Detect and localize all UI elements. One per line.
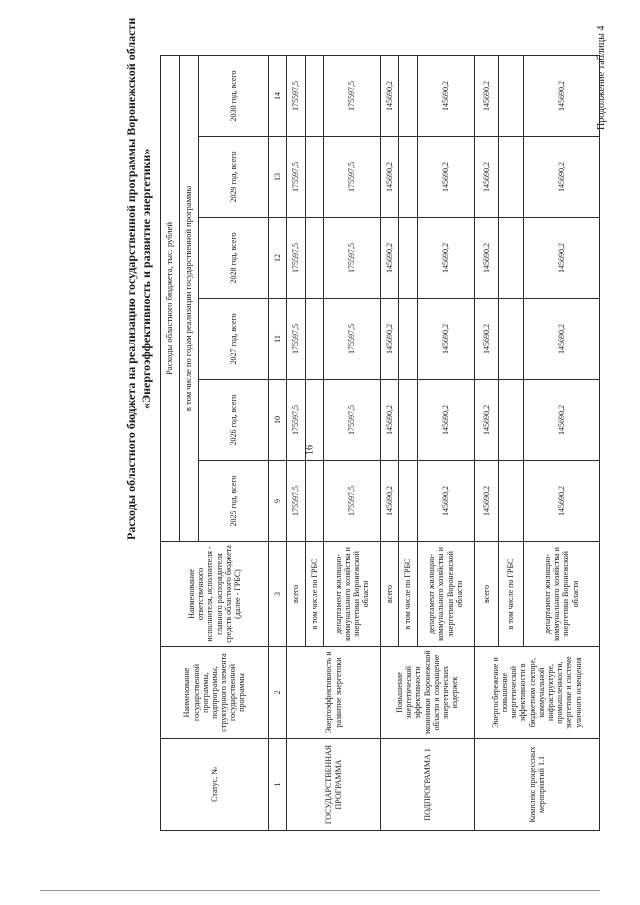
amount-cell: 145690,2 — [380, 461, 398, 542]
status-cell: Комплекс процессных мероприятий 1.1 — [474, 739, 599, 831]
amount-cell — [399, 299, 417, 380]
executor-cell: в том числе по ГРБС — [399, 542, 417, 647]
amount-cell — [305, 380, 323, 461]
table-row — [474, 55, 499, 830]
amount-cell: 175597,5 — [287, 299, 305, 380]
amount-cell — [499, 461, 524, 542]
amount-cell — [399, 380, 417, 461]
column-number: 13 — [269, 137, 287, 218]
executor-cell: всего — [287, 542, 305, 647]
amount-cell — [305, 137, 323, 218]
header-expenses-group: Расходы областного бюджета, тыс. рублей — [161, 55, 180, 541]
header-year: 2030 год, всего — [199, 55, 269, 136]
amount-cell: 175597,5 — [324, 137, 381, 218]
table-title-line1: Расходы областного бюджета на реализацию государственной программы Воронежской области — [124, 17, 138, 540]
header-name: Наименование государственной программы, подпрограммы, структурного элемента государственной программы — [161, 647, 269, 739]
amount-cell: 145690,2 — [474, 55, 499, 136]
amount-cell: 145690,2 — [523, 218, 599, 299]
table-title — [124, 18, 154, 540]
amount-cell: 145690,2 — [523, 461, 599, 542]
column-number: 11 — [269, 299, 287, 380]
amount-cell: 175597,5 — [287, 461, 305, 542]
amount-cell: 145690,2 — [417, 137, 474, 218]
amount-cell: 145690,2 — [380, 137, 398, 218]
amount-cell: 145690,2 — [523, 55, 599, 136]
table-title-line2: «Энергоэффективность и развитие энергетики» — [139, 148, 153, 410]
amount-cell: 145690,2 — [380, 55, 398, 136]
amount-cell: 145690,2 — [417, 218, 474, 299]
program-name-cell: Энергоэффективность и развитие энергетики — [287, 647, 381, 739]
amount-cell: 145690,2 — [417, 380, 474, 461]
amount-cell — [499, 137, 524, 218]
header-year: 2027 год, всего — [199, 299, 269, 380]
page-number: 16 — [304, 445, 316, 455]
header-status: Статус, № — [161, 739, 269, 831]
amount-cell: 145690,2 — [417, 461, 474, 542]
table-container — [160, 56, 600, 831]
header-year: 2028 год, всего — [199, 218, 269, 299]
amount-cell — [499, 218, 524, 299]
column-number: 2 — [269, 647, 287, 739]
header-years-group: в том числе по годам реализации государственной программы — [180, 55, 199, 541]
amount-cell: 145690,2 — [417, 299, 474, 380]
amount-cell — [499, 299, 524, 380]
amount-cell: 175597,5 — [324, 380, 381, 461]
amount-cell: 175597,5 — [324, 299, 381, 380]
amount-cell — [399, 218, 417, 299]
amount-cell — [305, 55, 323, 136]
amount-cell: 145690,2 — [523, 137, 599, 218]
amount-cell: 175597,5 — [287, 380, 305, 461]
amount-cell: 175597,5 — [324, 461, 381, 542]
amount-cell: 175597,5 — [324, 55, 381, 136]
executor-cell: департамент жилищно-коммунального хозяйства и энергетики Воронежской области — [417, 542, 474, 647]
page-bottom-rule — [40, 890, 600, 891]
header-year: 2029 год, всего — [199, 137, 269, 218]
budget-table — [160, 55, 600, 831]
amount-cell: 145690,2 — [523, 380, 599, 461]
amount-cell: 145690,2 — [380, 380, 398, 461]
amount-cell: 145690,2 — [474, 461, 499, 542]
column-number-row — [269, 55, 287, 830]
continuation-label: Продолжение таблицы 4 — [596, 25, 607, 130]
amount-cell: 145690,2 — [380, 299, 398, 380]
program-name-cell: Энергосбережение и повышение энергетической эффективности в бюджетном секторе, коммунальной инфраструктуре, промышленности, энергетике и системе уличного освещения — [474, 647, 599, 739]
amount-cell — [499, 55, 524, 136]
amount-cell — [305, 461, 323, 542]
amount-cell: 145690,2 — [474, 380, 499, 461]
amount-cell — [305, 299, 323, 380]
amount-cell: 145690,2 — [417, 55, 474, 136]
table-row — [380, 55, 398, 830]
table-row — [287, 55, 305, 830]
executor-cell: всего — [380, 542, 398, 647]
column-number: 3 — [269, 542, 287, 647]
executor-cell: в том числе по ГРБС — [305, 542, 323, 647]
amount-cell — [399, 55, 417, 136]
amount-cell — [305, 218, 323, 299]
amount-cell: 145690,2 — [380, 218, 398, 299]
column-number: 12 — [269, 218, 287, 299]
header-executor: Наименование ответственного исполнителя, исполнителя - главного распорядителя средств областного бюджета (далее - ГРБС) — [161, 542, 269, 647]
column-number: 1 — [269, 739, 287, 831]
status-cell: ПОДПРОГРАММА 1 — [380, 739, 474, 831]
program-name-cell: Повышение энергетической эффективности экономики Воронежской области и сокращение энергетических издержек — [380, 647, 474, 739]
executor-cell: в том числе по ГРБС — [499, 542, 524, 647]
executor-cell: департамент жилищно-коммунального хозяйства и энергетики Воронежской области — [523, 542, 599, 647]
amount-cell: 145690,2 — [474, 218, 499, 299]
header-year: 2026 год, всего — [199, 380, 269, 461]
amount-cell: 175597,5 — [287, 137, 305, 218]
amount-cell — [399, 137, 417, 218]
amount-cell: 145690,2 — [474, 299, 499, 380]
status-cell: ГОСУДАРСТВЕННАЯ ПРОГРАММА — [287, 739, 381, 831]
amount-cell — [399, 461, 417, 542]
column-number: 10 — [269, 380, 287, 461]
amount-cell: 175597,5 — [324, 218, 381, 299]
amount-cell: 145690,2 — [474, 137, 499, 218]
amount-cell: 175597,5 — [287, 218, 305, 299]
column-number: 14 — [269, 55, 287, 136]
executor-cell: департамент жилищно-коммунального хозяйства и энергетики Воронежской области — [324, 542, 381, 647]
amount-cell — [499, 380, 524, 461]
amount-cell: 175597,5 — [287, 55, 305, 136]
executor-cell: всего — [474, 542, 499, 647]
column-number: 9 — [269, 461, 287, 542]
amount-cell: 145690,2 — [523, 299, 599, 380]
header-year: 2025 год, всего — [199, 461, 269, 542]
